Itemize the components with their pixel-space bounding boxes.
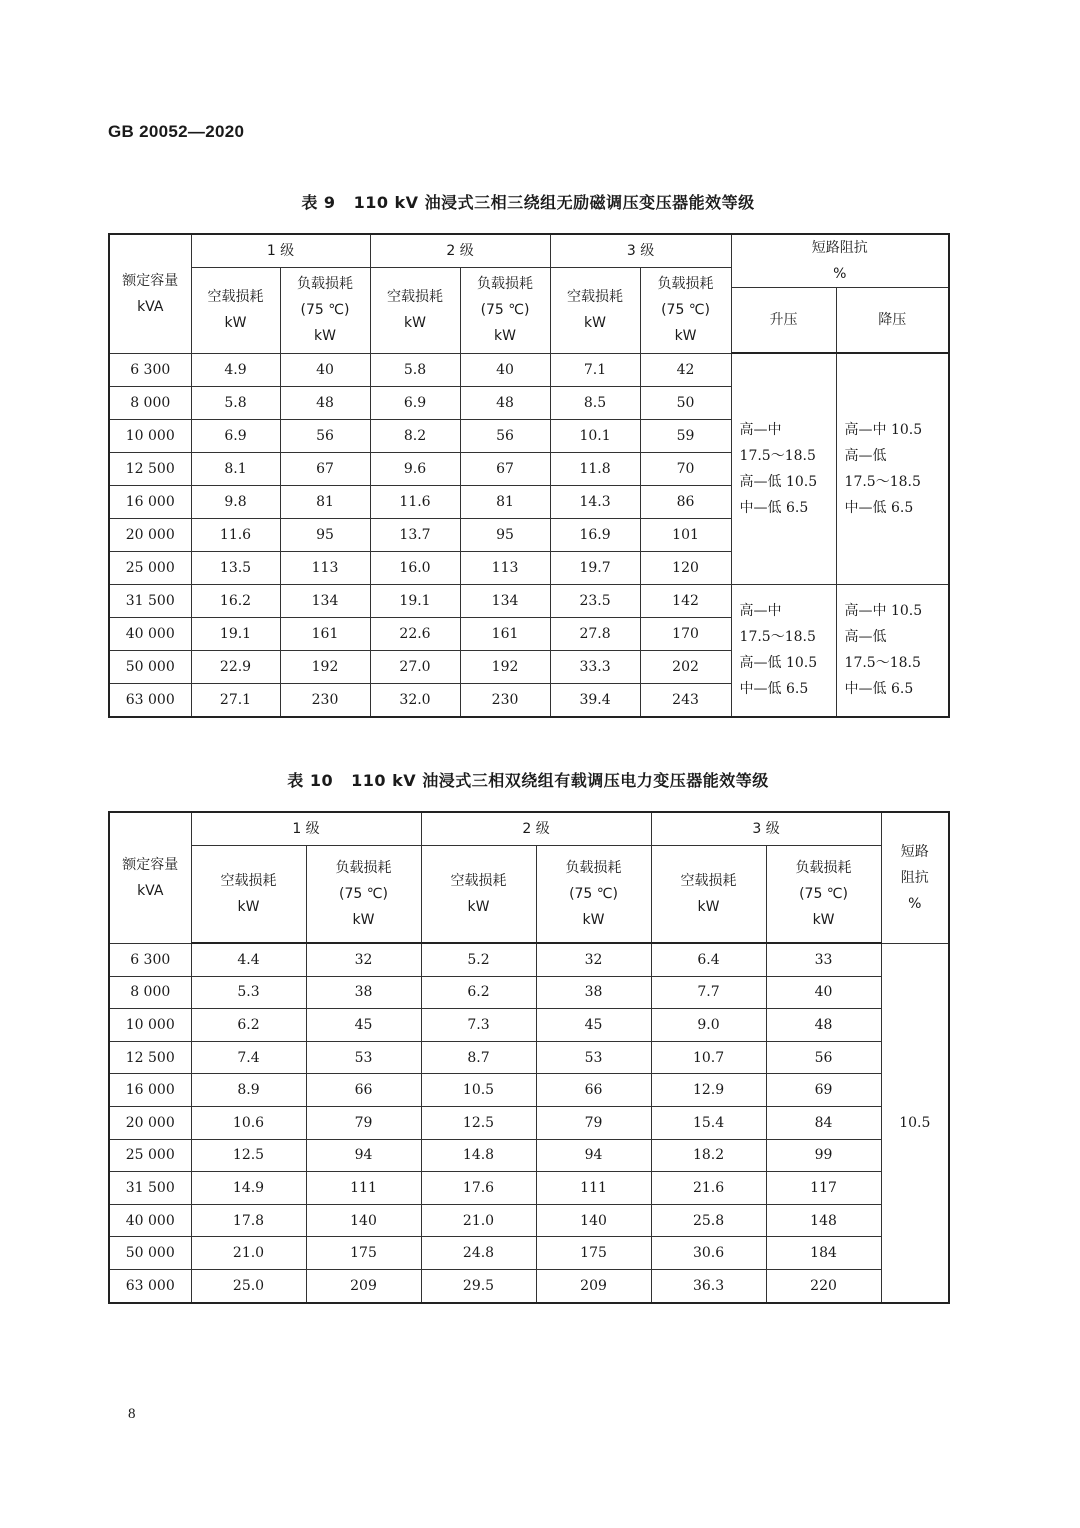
noload-label: 空载损耗 [450,873,507,889]
t10-header-impedance [881,812,949,943]
load-unit: kW [582,912,605,928]
cell-value: 8.1 [191,452,280,485]
cell-value: 14.8 [421,1139,536,1172]
cell-value: 30.6 [651,1237,766,1270]
cell-value: 175 [306,1237,421,1270]
noload-label: 空载损耗 [207,289,264,306]
table10-caption [108,768,948,791]
cell-capacity: 31 500 [109,584,191,617]
cell-value: 202 [640,650,731,683]
cell-value: 230 [460,683,550,717]
cell-value: 8.7 [421,1041,536,1074]
load-label: 负载损耗 [477,276,534,293]
cell-value: 32 [306,943,421,976]
cell-value: 134 [280,584,370,617]
cell-capacity: 40 000 [109,617,191,650]
t10-g1-noload [191,846,306,944]
cell-value: 12.9 [651,1074,766,1107]
cell-value: 66 [306,1074,421,1107]
cell-value: 95 [280,518,370,551]
cell-value: 140 [306,1204,421,1237]
cell-value: 53 [306,1041,421,1074]
t9-impedance-group2-step-down [836,584,949,717]
cell-value: 161 [460,617,550,650]
cell-value: 45 [536,1009,651,1042]
cell-value: 33 [766,943,881,976]
table-row [109,353,949,386]
cell-value: 120 [640,551,731,584]
cell-capacity: 12 500 [109,452,191,485]
cell-value: 79 [306,1106,421,1139]
cell-value: 38 [306,976,421,1009]
t9-g1-noload [191,268,280,354]
table-row [109,1009,949,1042]
cell-value: 230 [280,683,370,717]
cell-value: 95 [460,518,550,551]
noload-label: 空载损耗 [387,289,444,306]
cell-value: 29.5 [421,1269,536,1302]
cell-value: 10.1 [550,419,640,452]
cell-value: 56 [766,1041,881,1074]
noload-label: 空载损耗 [680,873,737,889]
t9-impedance-label: 短路阻抗 [811,240,868,256]
cell-capacity: 12 500 [109,1041,191,1074]
cell-value: 243 [640,683,731,717]
cell-capacity: 8 000 [109,976,191,1009]
cell-value: 32 [536,943,651,976]
cell-value: 16.2 [191,584,280,617]
t9-impedance-unit: % [833,266,847,282]
cell-value: 111 [306,1172,421,1205]
cell-value: 56 [280,419,370,452]
impedance-line: 高—低 10.5 [739,655,818,671]
t9-impedance-group1-step-down [836,353,949,584]
cell-capacity: 31 500 [109,1172,191,1205]
cell-value: 101 [640,518,731,551]
t9-capacity-label: 额定容量 [122,272,179,289]
load-label: 负载损耗 [335,860,392,876]
table-row [109,976,949,1009]
impedance-line: 高—中 [739,421,782,438]
table-row [109,1139,949,1172]
t9-g2-noload [370,268,460,354]
cell-value: 23.5 [550,584,640,617]
cell-value: 70 [640,452,731,485]
table9 [108,233,950,718]
cell-value: 142 [640,584,731,617]
cell-value: 48 [460,386,550,419]
noload-label: 空载损耗 [567,289,624,306]
cell-value: 53 [536,1041,651,1074]
cell-value: 14.3 [550,485,640,518]
cell-capacity: 25 000 [109,551,191,584]
noload-unit: kW [404,315,426,332]
table-row [109,1172,949,1205]
cell-value: 32.0 [370,683,460,717]
cell-value: 11.6 [370,485,460,518]
table-row [109,943,949,976]
cell-capacity: 6 300 [109,943,191,976]
table9-title: 110 kV 油浸式三相三绕组无励磁调压变压器能效等级 [353,193,755,212]
t10-capacity-unit: kVA [137,882,164,899]
cell-value: 6.9 [191,419,280,452]
table10 [108,811,950,1304]
cell-value: 66 [536,1074,651,1107]
cell-value: 40 [280,353,370,386]
impedance-line: 中—低 6.5 [844,499,914,516]
cell-value: 10.5 [421,1074,536,1107]
t9-impedance-group2-step-up [731,584,836,717]
cell-value: 5.8 [370,353,460,386]
cell-value: 161 [280,617,370,650]
impedance-label: 短路 [900,843,929,860]
load-label: 负载损耗 [657,276,714,293]
cell-value: 22.9 [191,650,280,683]
t9-impedance-group1-step-up [731,353,836,584]
cell-value: 39.4 [550,683,640,717]
cell-value: 113 [460,551,550,584]
cell-value: 22.6 [370,617,460,650]
table-row [109,1074,949,1107]
cell-value: 67 [460,452,550,485]
cell-value: 45 [306,1009,421,1042]
impedance-line: 17.5～18.5 [739,447,816,464]
cell-value: 27.0 [370,650,460,683]
cell-value: 9.6 [370,452,460,485]
load-label: 负载损耗 [795,860,852,876]
cell-value: 8.2 [370,419,460,452]
cell-value: 6.4 [651,943,766,976]
cell-value: 16.9 [550,518,640,551]
cell-value: 8.5 [550,386,640,419]
cell-value: 13.7 [370,518,460,551]
cell-value: 9.0 [651,1009,766,1042]
cell-value: 15.4 [651,1106,766,1139]
cell-capacity: 63 000 [109,683,191,717]
cell-value: 5.2 [421,943,536,976]
cell-value: 21.6 [651,1172,766,1205]
cell-value: 94 [536,1139,651,1172]
t10-g2-load [536,846,651,944]
impedance-line: 高—低 [844,629,887,645]
page-number: 8 [128,1406,136,1422]
cell-value: 9.8 [191,485,280,518]
t10-header-grade3: 3 级 [651,812,881,846]
table-row [109,1237,949,1270]
cell-value: 21.0 [191,1237,306,1270]
cell-value: 7.1 [550,353,640,386]
cell-value: 17.6 [421,1172,536,1205]
cell-value: 25.8 [651,1204,766,1237]
load-unit: kW [494,328,516,345]
cell-value: 6.2 [421,976,536,1009]
cell-value: 184 [766,1237,881,1270]
cell-value: 140 [536,1204,651,1237]
impedance-line: 高—低 [844,447,887,464]
cell-value: 48 [280,386,370,419]
cell-capacity: 50 000 [109,650,191,683]
table9-number: 表 9 [301,193,336,212]
cell-value: 81 [280,485,370,518]
t9-g3-load [640,268,731,354]
impedance-line: 高—中 10.5 [844,421,923,438]
load-temp: (75 ℃) [799,886,848,902]
standard-code: GB 20052—2020 [108,122,245,141]
cell-value: 25.0 [191,1269,306,1302]
load-temp: (75 ℃) [300,302,350,319]
load-temp: (75 ℃) [339,886,388,902]
t10-g3-noload [651,846,766,944]
cell-value: 86 [640,485,731,518]
cell-capacity: 20 000 [109,518,191,551]
impedance-line: 17.5～18.5 [844,473,921,490]
cell-value: 7.7 [651,976,766,1009]
load-unit: kW [352,912,375,928]
cell-value: 7.3 [421,1009,536,1042]
cell-value: 24.8 [421,1237,536,1270]
cell-value: 19.1 [370,584,460,617]
table-row [109,1106,949,1139]
cell-value: 4.9 [191,353,280,386]
t10-header-capacity [109,812,191,943]
cell-capacity: 25 000 [109,1139,191,1172]
cell-value: 12.5 [421,1106,536,1139]
noload-unit: kW [224,315,247,332]
cell-value: 42 [640,353,731,386]
cell-value: 18.2 [651,1139,766,1172]
cell-value: 13.5 [191,551,280,584]
cell-value: 5.3 [191,976,306,1009]
impedance-line: 中—低 6.5 [739,681,809,697]
cell-value: 7.4 [191,1041,306,1074]
t9-g2-load [460,268,550,354]
t10-capacity-label: 额定容量 [122,856,179,873]
cell-value: 8.9 [191,1074,306,1107]
impedance-line: 高—中 [739,603,782,619]
cell-value: 48 [766,1009,881,1042]
cell-value: 209 [536,1269,651,1302]
t9-capacity-unit: kVA [137,298,164,315]
cell-capacity: 10 000 [109,419,191,452]
t10-header-grade1: 1 级 [191,812,421,846]
cell-value: 27.8 [550,617,640,650]
impedance-label: 阻抗 [900,869,929,886]
t9-header-grade3: 3 级 [550,234,731,268]
cell-value: 170 [640,617,731,650]
impedance-line: 中—低 6.5 [844,681,914,697]
cell-value: 99 [766,1139,881,1172]
t9-header-capacity [109,234,191,353]
cell-value: 10.6 [191,1106,306,1139]
t9-header-grade1: 1 级 [191,234,370,268]
t10-g3-load [766,846,881,944]
cell-value: 50 [640,386,731,419]
load-label: 负载损耗 [565,860,622,876]
cell-value: 117 [766,1172,881,1205]
cell-value: 59 [640,419,731,452]
noload-label: 空载损耗 [220,873,277,889]
cell-capacity: 8 000 [109,386,191,419]
impedance-line: 中—低 6.5 [739,499,809,516]
cell-value: 4.4 [191,943,306,976]
table-row [109,1204,949,1237]
cell-value: 81 [460,485,550,518]
cell-value: 6.2 [191,1009,306,1042]
load-temp: (75 ℃) [480,302,530,319]
cell-value: 175 [536,1237,651,1270]
t9-header-grade2: 2 级 [370,234,550,268]
noload-unit: kW [584,315,606,332]
noload-unit: kW [237,899,260,915]
impedance-line: 17.5～18.5 [844,655,921,671]
load-unit: kW [812,912,835,928]
cell-capacity: 6 300 [109,353,191,386]
cell-value: 67 [280,452,370,485]
cell-value: 11.6 [191,518,280,551]
t10-impedance-value: 10.5 [881,943,949,1303]
load-unit: kW [674,328,697,345]
cell-value: 40 [766,976,881,1009]
cell-value: 148 [766,1204,881,1237]
cell-value: 69 [766,1074,881,1107]
table-row [109,1041,949,1074]
table-row [109,1269,949,1302]
impedance-line: 高—中 10.5 [844,603,923,619]
cell-capacity: 16 000 [109,485,191,518]
cell-capacity: 63 000 [109,1269,191,1302]
noload-unit: kW [467,899,490,915]
cell-value: 113 [280,551,370,584]
cell-value: 84 [766,1106,881,1139]
cell-value: 192 [280,650,370,683]
cell-value: 11.8 [550,452,640,485]
cell-value: 33.3 [550,650,640,683]
t10-header-grade2: 2 级 [421,812,651,846]
table-row [109,584,949,617]
t10-g2-noload [421,846,536,944]
cell-value: 220 [766,1269,881,1302]
cell-value: 5.8 [191,386,280,419]
cell-capacity: 50 000 [109,1237,191,1270]
t10-g1-load [306,846,421,944]
cell-value: 27.1 [191,683,280,717]
t9-header-step-up: 升压 [731,288,836,354]
cell-value: 40 [460,353,550,386]
cell-value: 94 [306,1139,421,1172]
cell-value: 36.3 [651,1269,766,1302]
cell-capacity: 20 000 [109,1106,191,1139]
t9-g3-noload [550,268,640,354]
cell-value: 21.0 [421,1204,536,1237]
load-temp: (75 ℃) [661,302,710,319]
cell-value: 6.9 [370,386,460,419]
t9-header-step-down: 降压 [836,288,949,354]
load-temp: (75 ℃) [569,886,618,902]
impedance-unit: % [908,895,922,912]
cell-value: 111 [536,1172,651,1205]
cell-value: 79 [536,1106,651,1139]
cell-value: 12.5 [191,1139,306,1172]
cell-value: 19.7 [550,551,640,584]
t9-header-impedance [731,234,949,288]
t9-g1-load [280,268,370,354]
cell-value: 16.0 [370,551,460,584]
noload-unit: kW [697,899,720,915]
cell-capacity: 10 000 [109,1009,191,1042]
cell-capacity: 40 000 [109,1204,191,1237]
cell-value: 38 [536,976,651,1009]
impedance-line: 17.5～18.5 [739,629,816,645]
cell-value: 10.7 [651,1041,766,1074]
cell-value: 14.9 [191,1172,306,1205]
cell-value: 17.8 [191,1204,306,1237]
cell-capacity: 16 000 [109,1074,191,1107]
cell-value: 56 [460,419,550,452]
table9-caption [108,190,948,213]
cell-value: 209 [306,1269,421,1302]
table10-number: 表 10 [287,771,334,790]
load-unit: kW [314,328,336,345]
table10-title: 110 kV 油浸式三相双绕组有载调压电力变压器能效等级 [351,771,769,790]
load-label: 负载损耗 [297,276,353,293]
cell-value: 192 [460,650,550,683]
impedance-line: 高—低 10.5 [739,473,818,490]
cell-value: 134 [460,584,550,617]
cell-value: 19.1 [191,617,280,650]
